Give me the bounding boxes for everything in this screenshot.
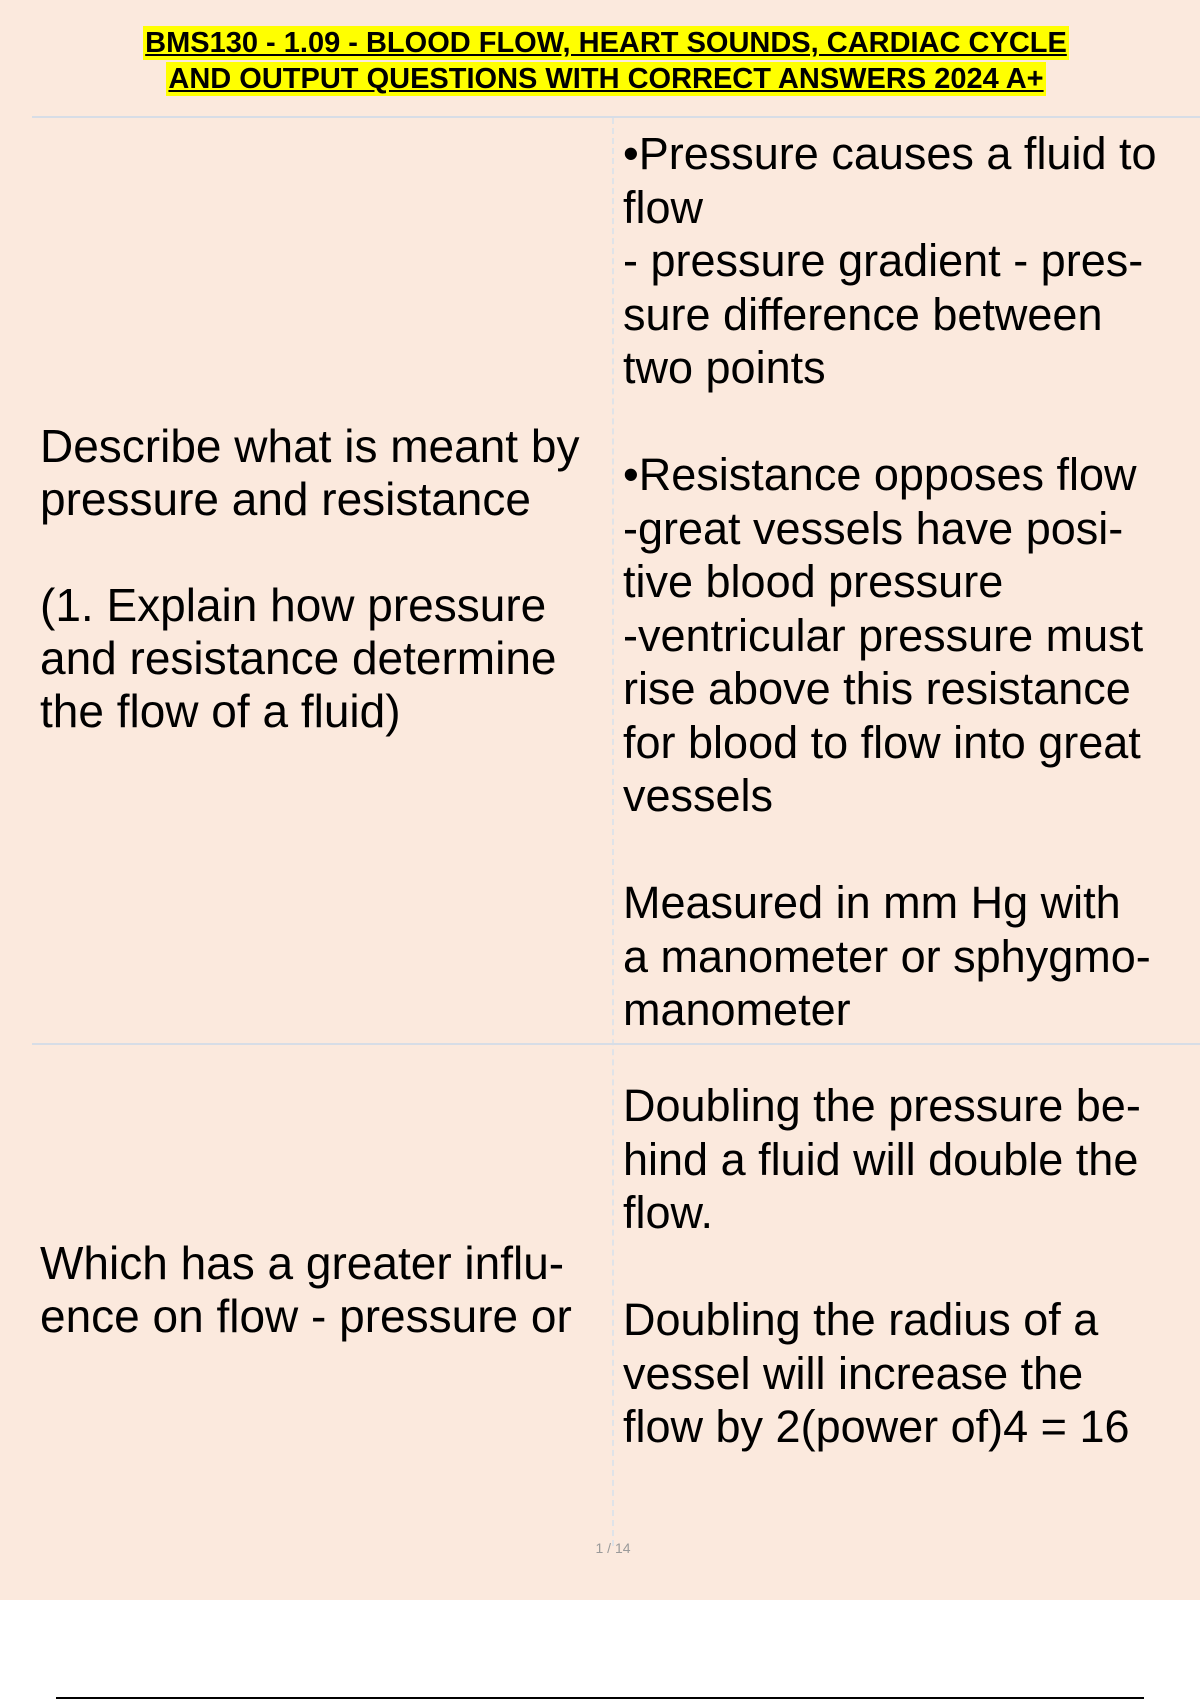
card-1-question: Describe what is meant by pressure and resistance (1. Explain how pressure and resistance determine the flow of a fluid): [40, 420, 580, 737]
card-2-question: Which has a greater influ- ence on flow - pressure or: [40, 1237, 572, 1342]
bottom-rule: [56, 1697, 1144, 1699]
title-line-2: AND OUTPUT QUESTIONS WITH CORRECT ANSWERS 2024 A+: [168, 63, 1044, 95]
card-2-answer: Doubling the pressure be- hind a fluid will double the flow. Doubling the radius of a vessel will increase the flow by 2(power of)4 = 16: [623, 1080, 1141, 1452]
title-line-1: BMS130 - 1.09 - BLOOD FLOW, HEART SOUNDS, CARDIAC CYCLE: [145, 27, 1067, 59]
row-divider: [32, 1043, 1200, 1045]
table-top-divider: [32, 116, 1200, 118]
column-divider: [612, 118, 614, 1546]
card-1-answer: •Pressure causes a fluid to flow - pressure gradient - pres- sure difference between two points •Resistance opposes flow -great vessels have posi- tive blood pressure -ventricular pressure must rise above this resistance for blood to flow into great vessels Measured in mm Hg with a manometer or sphygmo- manometer: [623, 128, 1157, 1035]
document-title: [0, 26, 1200, 98]
page-indicator: 1 / 14: [595, 1540, 631, 1556]
